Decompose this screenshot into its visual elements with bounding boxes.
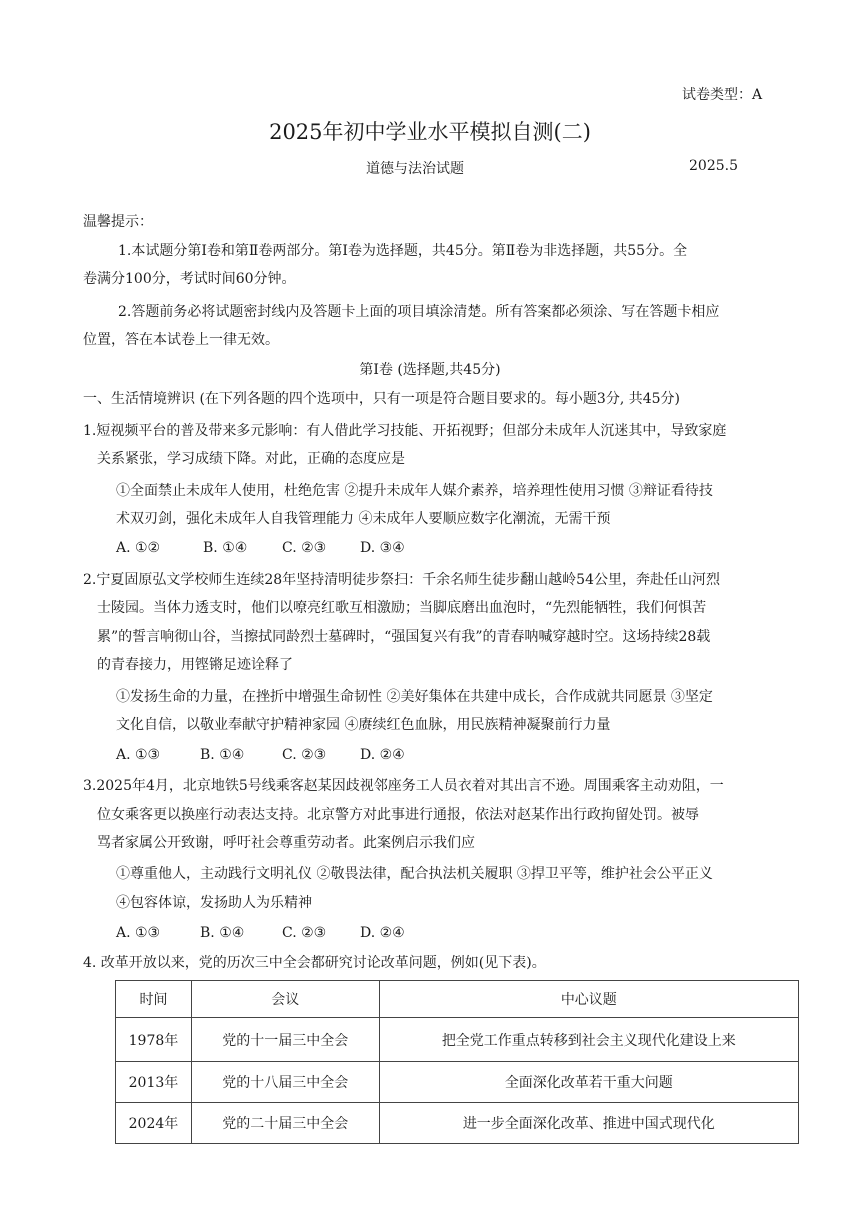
table-header-row bbox=[116, 981, 799, 1018]
table-header-cell: 会议 bbox=[191, 981, 379, 1018]
question-options: 文化自信，以敬业奉献守护精神家园 ④赓续红色血脉，用民族精神凝聚前行力量 bbox=[116, 717, 611, 733]
tip-1-line-2: 卷满分100分，考试时间60分钟。 bbox=[83, 271, 296, 287]
question-options: ①尊重他人，主动践行文明礼仪 ②敬畏法律，配合执法机关履职 ③捍卫平等，维护社会公平正义 bbox=[116, 866, 713, 882]
choice-c: C. ②③ bbox=[282, 540, 327, 556]
table-row bbox=[116, 1018, 799, 1062]
table-cell: 全面深化改革若干重大问题 bbox=[379, 1062, 798, 1103]
choice-d: D. ③④ bbox=[360, 540, 405, 556]
tip-1-line-1: 1.本试题分第Ⅰ卷和第Ⅱ卷两部分。第Ⅰ卷为选择题，共45分。第Ⅱ卷为非选择题，共55分。全 bbox=[118, 243, 688, 259]
choice-b: B. ①④ bbox=[203, 540, 248, 556]
question-stem: 骂者家属公开致谢，呼吁社会尊重劳动者。此案例启示我们应 bbox=[97, 835, 475, 851]
question-stem: 位女乘客更以换座行动表达支持。北京警方对此事进行通报，依法对赵某作出行政拘留处罚。被辱 bbox=[97, 807, 699, 823]
section-1-instructions: 一、生活情境辨识 (在下列各题的四个选项中，只有一项是符合题目要求的。每小题3分, 共45分) bbox=[83, 391, 680, 407]
table-cell: 党的十八届三中全会 bbox=[191, 1062, 379, 1103]
table-cell: 把全党工作重点转移到社会主义现代化建设上来 bbox=[379, 1018, 798, 1062]
choice-d: D. ②④ bbox=[360, 747, 405, 763]
tip-2-line-2: 位置，答在本试卷上一律无效。 bbox=[83, 332, 279, 348]
question-stem: 3.2025年4月，北京地铁5号线乘客赵某因歧视邻座务工人员衣着对其出言不逊。周围乘客主动劝阻，一 bbox=[83, 778, 724, 794]
table-cell: 2013年 bbox=[116, 1062, 192, 1103]
choice-a: A. ①② bbox=[116, 540, 161, 556]
table-cell: 1978年 bbox=[116, 1018, 192, 1062]
meetings-table bbox=[115, 980, 799, 1144]
question-options: ④包容体谅，发扬助人为乐精神 bbox=[116, 895, 312, 911]
subject-label: 道德与法治试题 bbox=[366, 161, 464, 177]
choice-d: D. ②④ bbox=[360, 925, 405, 941]
question-stem: 士陵园。当体力透支时，他们以嘹亮红歌互相激励；当脚底磨出血泡时，“先烈能牺牲，我们何惧苦 bbox=[97, 600, 707, 616]
question-options: ①发扬生命的力量，在挫折中增强生命韧性 ②美好集体在共建中成长，合作成就共同愿景 ③坚定 bbox=[116, 689, 713, 705]
table-cell: 2024年 bbox=[116, 1103, 192, 1144]
table-cell: 党的十一届三中全会 bbox=[191, 1018, 379, 1062]
question-options: 术双刃剑，强化未成年人自我管理能力 ④未成年人要顺应数字化潮流，无需干预 bbox=[116, 511, 611, 527]
question-stem: 关系紧张，学习成绩下降。对此，正确的态度应是 bbox=[97, 451, 405, 467]
question-stem: 累”的誓言响彻山谷，当擦拭同龄烈士墓碑时，“强国复兴有我”的青春呐喊穿越时空。这场持续28载 bbox=[97, 629, 711, 645]
question-stem: 1.短视频平台的普及带来多元影响：有人借此学习技能、开拓视野；但部分未成年人沉迷其中，导致家庭 bbox=[83, 423, 727, 439]
table-row bbox=[116, 1062, 799, 1103]
table-header-cell: 中心议题 bbox=[379, 981, 798, 1018]
choice-c: C. ②③ bbox=[282, 747, 327, 763]
choice-a: A. ①③ bbox=[116, 925, 161, 941]
question-stem: 2.宁夏固原弘文学校师生连续28年坚持清明徒步祭扫：千余名师生徒步翻山越岭54公里，奔赴任山河烈 bbox=[83, 572, 720, 588]
choice-b: B. ①④ bbox=[200, 925, 245, 941]
table-row bbox=[116, 1103, 799, 1144]
question-options: ①全面禁止未成年人使用，杜绝危害 ②提升未成年人媒介素养，培养理性使用习惯 ③辩证看待技 bbox=[116, 483, 713, 499]
exam-title: 2025年初中学业水平模拟自测(二) bbox=[269, 120, 591, 144]
question-stem: 4. 改革开放以来，党的历次三中全会都研究讨论改革问题，例如(见下表)。 bbox=[83, 955, 546, 971]
question-stem: 的青春接力，用铿锵足迹诠释了 bbox=[97, 657, 293, 673]
table-cell: 进一步全面深化改革、推进中国式现代化 bbox=[379, 1103, 798, 1144]
paper-type-label: 试卷类型：A bbox=[682, 87, 763, 103]
table-cell: 党的二十届三中全会 bbox=[191, 1103, 379, 1144]
tip-2-line-1: 2.答题前务必将试题密封线内及答题卡上面的项目填涂清楚。所有答案都必须涂、写在答题卡相应 bbox=[118, 304, 720, 320]
choice-a: A. ①③ bbox=[116, 747, 161, 763]
choice-b: B. ①④ bbox=[200, 747, 245, 763]
exam-date: 2025.5 bbox=[689, 158, 738, 174]
part-1-title: 第Ⅰ卷 (选择题,共45分) bbox=[359, 362, 501, 378]
tips-heading: 温馨提示： bbox=[83, 214, 153, 230]
choice-c: C. ②③ bbox=[282, 925, 327, 941]
table-header-cell: 时间 bbox=[116, 981, 192, 1018]
